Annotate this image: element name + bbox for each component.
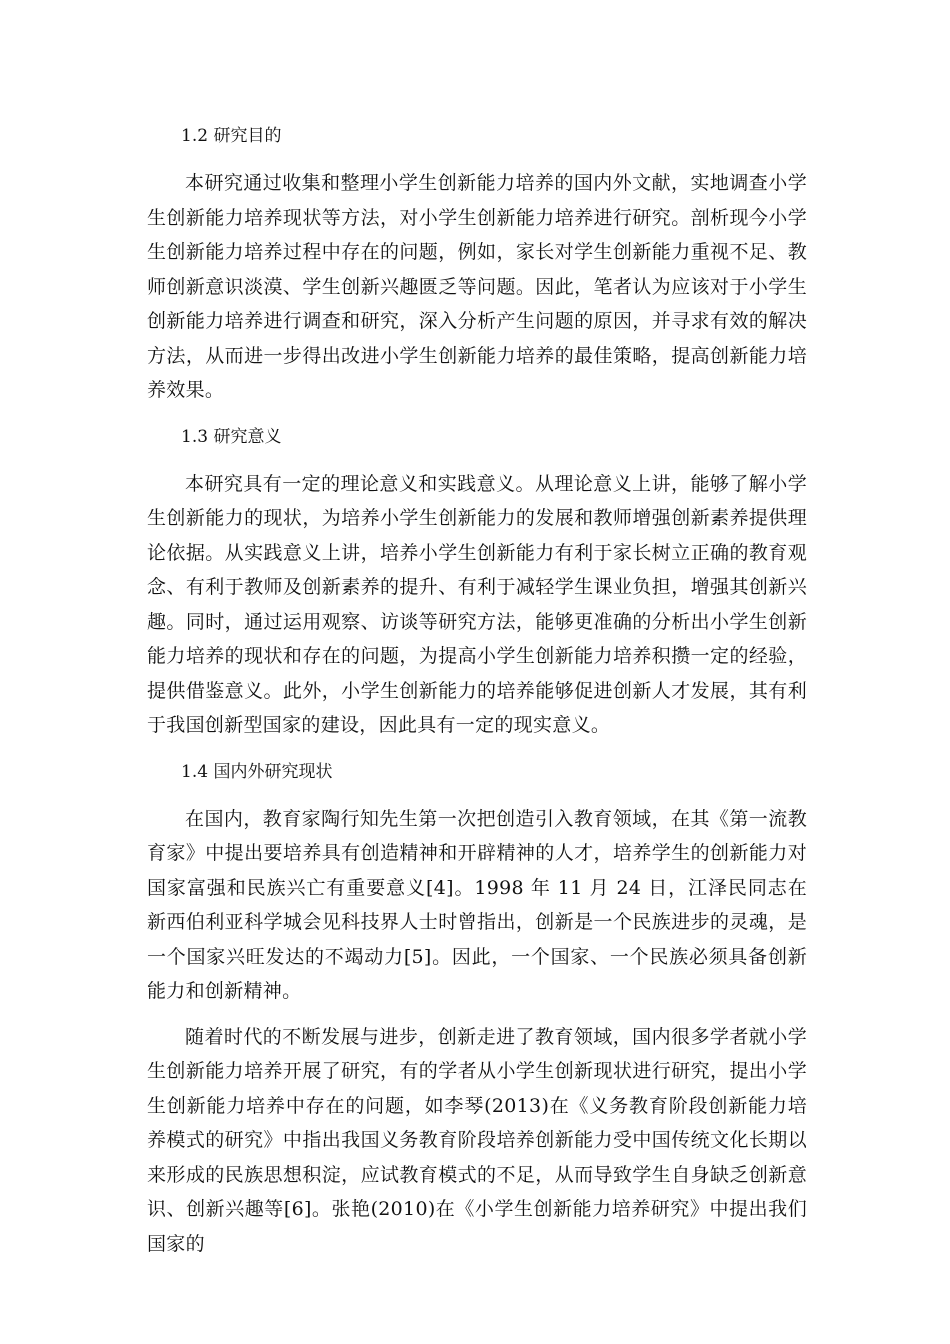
paragraph-research-purpose: 本研究通过收集和整理小学生创新能力培养的国内外文献，实地调查小学生创新能力培养现状等方法，对小学生创新能力培养进行研究。剖析现今小学生创新能力培养过程中存在的问题，例如，家长对学生创新能力重视不足、教师创新意识淡漠、学生创新兴趣匮乏等问题。因此，笔者认为应该对于小学生创新能力培养进行调查和研究，深入分析产生问题的原因，并寻求有效的解决方法，从而进一步得出改进小学生创新能力培养的最佳策略，提高创新能力培养效果。: [147, 172, 807, 401]
section-heading-1-2: 1.2 研究目的: [181, 126, 282, 146]
paragraph-research-significance: 本研究具有一定的理论意义和实践意义。从理论意义上讲，能够了解小学生创新能力的现状，为培养小学生创新能力的发展和教师增强创新素养提供理论依据。从实践意义上讲，培养小学生创新能力有利于家长树立正确的教育观念、有利于教师及创新素养的提升、有利于减轻学生课业负担，增强其创新兴趣。同时，通过运用观察、访谈等研究方法，能够更准确的分析出小学生创新能力培养的现状和存在的问题，为提高小学生创新能力培养积攒一定的经验，提供借鉴意义。此外，小学生创新能力的培养能够促进创新人才发展，其有利于我国创新型国家的建设，因此具有一定的现实意义。: [147, 472, 807, 736]
document-body: [147, 118, 807, 1261]
paragraph-domestic-research-2: 随着时代的不断发展与进步，创新走进了教育领域，国内很多学者就小学生创新能力培养开展了研究，有的学者从小学生创新现状进行研究，提出小学生创新能力培养中存在的问题，如李琴(2013)在《义务教育阶段创新能力培养模式的研究》中指出我国义务教育阶段培养创新能力受中国传统文化长期以来形成的民族思想积淀，应试教育模式的不足，从而导致学生自身缺乏创新意识、创新兴趣等[6]。张艳(2010)在《小学生创新能力培养研究》中提出我们国家的: [147, 1025, 807, 1255]
paragraph-domestic-research-1: 在国内，教育家陶行知先生第一次把创造引入教育领域，在其《第一流教育家》中提出要培养具有创造精神和开辟精神的人才，培养学生的创新能力对国家富强和民族兴亡有重要意义[4]。1998 年 11 月 24 日，江泽民同志在新西伯利亚科学城会见科技界人士时曾指出，创新是一个民族进步的灵魂，是一个国家兴旺发达的不竭动力[5]。因此，一个国家、一个民族必须具备创新能力和创新精神。: [147, 807, 807, 1002]
section-heading-1-3: 1.3 研究意义: [181, 426, 282, 447]
section-heading-1-4: 1.4 国内外研究现状: [181, 761, 333, 782]
